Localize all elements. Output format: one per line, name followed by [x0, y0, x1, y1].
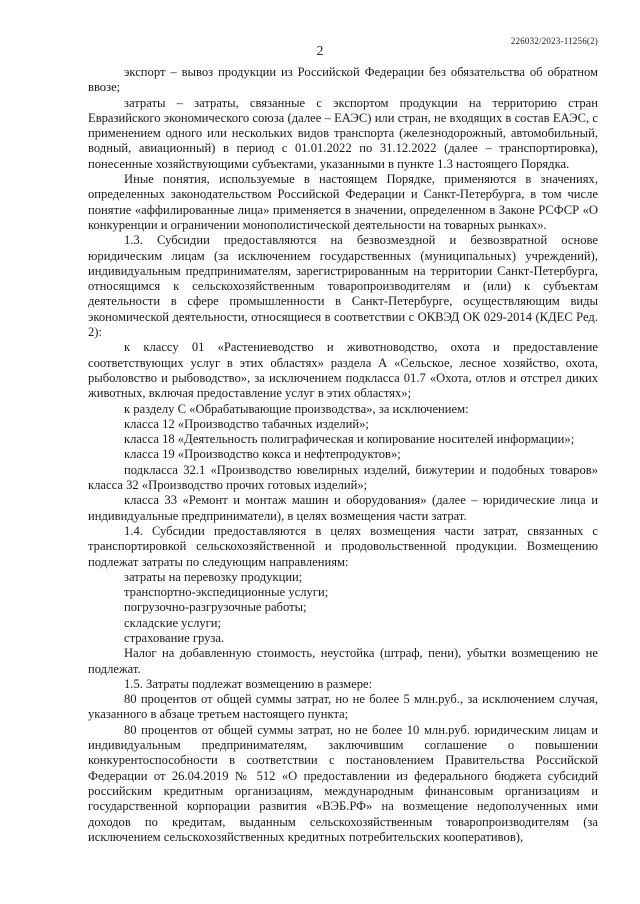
list-item-class-19: класса 19 «Производство кокса и нефтепродуктов»;: [124, 447, 401, 462]
paragraph-vat: Налог на добавленную стоимость, неустойка (штраф, пени), убытки возмещению не подлежат.: [88, 646, 598, 676]
list-item-forwarding: транспортно-экспедиционные услуги;: [124, 585, 329, 600]
paragraph-1-3: 1.3. Субсидии предоставляются на безвозмездной и безвозвратной основе юридическим лицам (за исключением государственных (муниципальных) учреждений), индивидуальным предпринимателям, зарегистрированным на территории Санкт-Петербурга, относящимся к сельскохозяйственным товаропроизводителям и (или) к субъектам деятельности в сфере промышленности в Санкт-Петербурге, осуществляющим виды экономической деятельности, относящиеся в соответствии с ОКВЭД ОК 029-2014 (КДЕС Ред. 2):: [88, 233, 598, 340]
document-body: [88, 65, 598, 845]
list-item-storage: складские услуги;: [124, 615, 222, 630]
paragraph-costs-definition: затраты – затраты, связанные с экспортом продукции на территорию стран Евразийского экономического союза (далее – ЕАЭС) или стран, не входящих в состав ЕАЭС, с применением одного или нескольких видов транспорта (железнодорожный, автомобильный, водный, авиационный) в период с 01.01.2022 по 31.12.2022 (далее – транспортировка), понесенные хозяйствующими субъектами, указанными в пункте 1.3 настоящего Порядка.: [88, 95, 598, 171]
paragraph-1-5: 1.5. Затраты подлежат возмещению в размере:: [124, 676, 373, 691]
list-item-class-33: класса 33 «Ремонт и монтаж машин и оборудования» (далее – юридические лица и индивидуальные предприниматели), в целях возмещения части затрат.: [88, 493, 598, 523]
page-number: 2: [316, 43, 324, 58]
paragraph-80-percent-5mln: 80 процентов от общей суммы затрат, но не более 5 млн.руб., за исключением случая, указанного в абзаце третьем настоящего пункта;: [88, 692, 598, 722]
list-item-loading: погрузочно-разгрузочные работы;: [124, 600, 307, 615]
list-item-insurance: страхование груза.: [124, 630, 225, 645]
paragraph-section-c: к разделу С «Обрабатывающие производства», за исключением:: [124, 401, 469, 416]
paragraph-80-percent-10mln: 80 процентов от общей суммы затрат, но не более 10 млн.руб. юридическим лицам и индивидуальным предпринимателям, заключившим соглашение о повышении конкурентоспособности в соответствии с постановлением Правительства Российской Федерации от 26.04.2019 № 512 «О предоставлении из федерального бюджета субсидий российским кредитным организациям, международным финансовым организациям и государственной корпорации развития «ВЭБ.РФ» на возмещение недополученных ими доходов по кредитам, выданным сельскохозяйственным товаропроизводителям (за исключением сельскохозяйственных кредитных потребительских кооперативов),: [88, 722, 598, 844]
paragraph-other-terms: Иные понятия, используемые в настоящем Порядке, применяются в значениях, определенных законодательством Российской Федерации и Санкт-Петербурга, в том числе понятие «аффилированные лица» применяется в значении, определенном в Законе РСФСР «О конкуренции и ограничении монополистической деятельности на товарных рынках».: [88, 172, 598, 232]
list-item-transport: затраты на перевозку продукции;: [124, 569, 303, 584]
paragraph-class-01: к классу 01 «Растениеводство и животноводство, охота и предоставление соответствующих услуг в этих областях» раздела А «Сельское, лесное хозяйство, охота, рыболовство и рыбоводство», за исключением подкласса 01.7 «Охота, отлов и отстрел диких животных, включая предоставление услуг в этих областях»;: [88, 340, 598, 401]
document-reference-number: 226032/2023-11256(2): [510, 36, 598, 46]
list-item-subclass-32-1: подкласса 32.1 «Производство ювелирных изделий, бижутерии и подобных товаров» класса 32 «Производство прочих готовых изделий»;: [88, 462, 598, 493]
paragraph-export-definition: экспорт – вывоз продукции из Российской Федерации без обязательства об обратном ввозе;: [88, 65, 598, 95]
list-item-class-12: класса 12 «Производство табачных изделий»;: [124, 416, 369, 431]
paragraph-1-4: 1.4. Субсидии предоставляются в целях возмещения части затрат, связанных с транспортировкой сельскохозяйственной и продовольственной продукции. Возмещению подлежат затраты по следующим направлениям:: [88, 523, 598, 569]
list-item-class-18: класса 18 «Деятельность полиграфическая и копирование носителей информации»;: [124, 432, 575, 447]
